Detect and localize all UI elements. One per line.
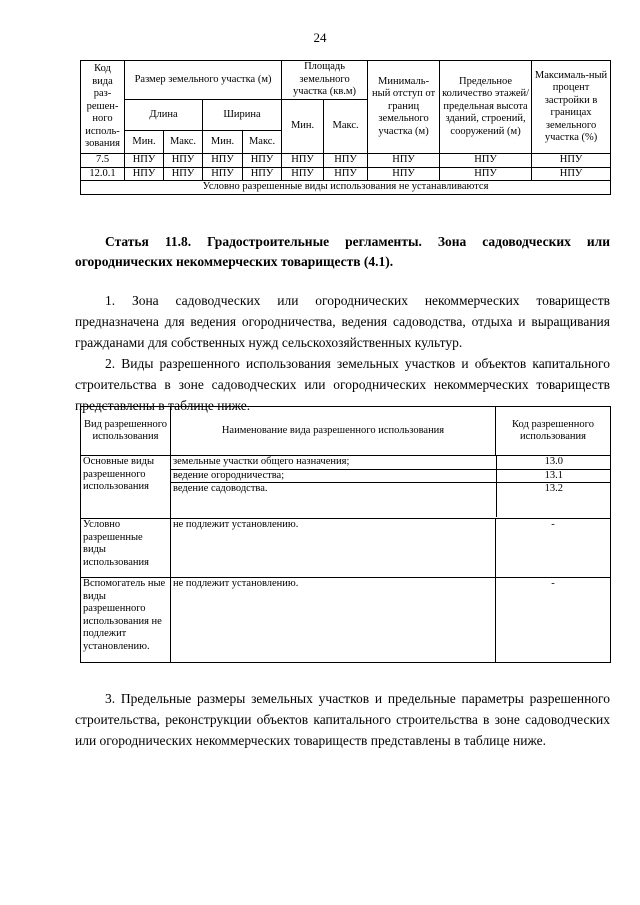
col-length-min: Мин.: [125, 131, 164, 154]
land-parameters-table: [80, 60, 611, 195]
col-width-header: Ширина: [203, 100, 282, 131]
auxiliary-use-name: не подлежит установлению.: [171, 578, 496, 663]
col-floors-header: Предельное количество этажей/ предельная высота зданий, строений, сооружений (м): [440, 61, 532, 154]
paragraph-2: 2. Виды разрешенного использования земельных участков и объектов капитального строительства в зоне садоводческих или огороднических некоммерческих товариществ представлены в таблице ниже.: [75, 356, 610, 413]
auxiliary-use-label: Вспомогатель ные виды разрешенного использования не подлежит установлению.: [81, 578, 171, 663]
col-area-header: Площадь земельного участка (кв.м): [282, 61, 368, 100]
col-setback-header: Минималь-ный отступ от границ земельного участка (м): [368, 61, 440, 154]
col-length-max: Макс.: [164, 131, 203, 154]
table-row: 12.0.1 НПУ НПУ НПУ НПУ НПУ НПУ НПУ НПУ НПУ: [81, 167, 611, 181]
col-type-header: Вид разрешенного использования: [81, 407, 171, 456]
col-width-max: Макс.: [243, 131, 282, 154]
col-name-header: Наименование вида разрешенного использования: [171, 407, 496, 456]
conditional-use-code: -: [496, 519, 611, 578]
table-note: Условно разрешенные виды использования не устанавливаются: [81, 181, 611, 195]
col-width-min: Мин.: [203, 131, 243, 154]
paragraph-3: 3. Предельные размеры земельных участков и предельные параметры разрешенного строительства, реконструкции объектов капитального строительства в зоне садоводческих или огороднических некоммерческих товариществ представлены в таблице ниже.: [75, 691, 610, 748]
col-area-max: Макс.: [324, 100, 368, 154]
main-use-label: Основные виды разрешенного использования: [81, 456, 171, 519]
table-row: 7.5 НПУ НПУ НПУ НПУ НПУ НПУ НПУ НПУ НПУ: [81, 154, 611, 168]
conditional-use-label: Условно разрешенные виды использования: [81, 519, 171, 578]
permitted-use-table: [80, 406, 611, 663]
auxiliary-use-code: -: [496, 578, 611, 663]
conditional-use-name: не подлежит установлению.: [171, 519, 496, 578]
col-code-header: Код вида раз-решен-ного исполь-зования: [81, 61, 125, 154]
col-size-header: Размер земельного участка (м): [125, 61, 282, 100]
col-length-header: Длина: [125, 100, 203, 131]
paragraph-1: 1. Зона садоводческих или огороднических некоммерческих товариществ предназначена для ведения огородничества, ведения садоводства, отдыха и выращивания гражданами для собственных нужд сельскохозяйственных культур.: [75, 293, 610, 350]
list-item: земельные участки общего назначения; 13.0: [171, 456, 611, 469]
col-coverage-header: Максималь-ный процент застройки в границах земельного участка (%): [532, 61, 611, 154]
col-code-header: Код разрешенного использования: [496, 407, 611, 456]
list-item: ведение садоводства. 13.2: [171, 483, 611, 518]
page-number: 24: [313, 30, 327, 45]
article-heading: Статья 11.8. Градостроительные регламенты. Зона садоводческих или огороднических некоммерческих товариществ (4.1).: [75, 234, 610, 269]
col-area-min: Мин.: [282, 100, 324, 154]
list-item: ведение огородничества; 13.1: [171, 469, 611, 483]
